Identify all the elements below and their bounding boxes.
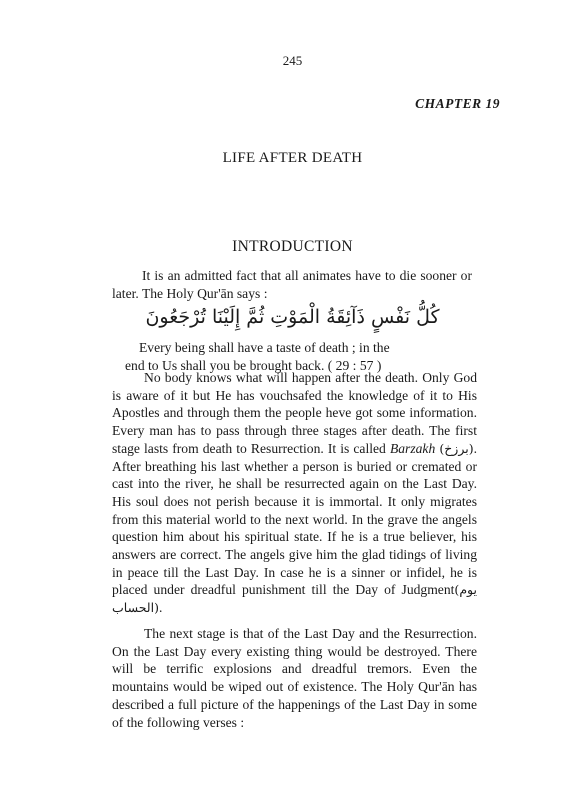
paragraph-end: . xyxy=(158,600,163,616)
page-number: 245 xyxy=(282,53,303,68)
verse-translation-line-1: Every being shall have a taste of death ; in the xyxy=(139,340,390,355)
chapter-label: CHAPTER 19 xyxy=(415,96,500,111)
barzakh-arabic: (برزخ) xyxy=(439,440,474,456)
verse-translation-line-2: end to Us shall you be brought back. ( 29 : 57 ) xyxy=(125,357,382,373)
page-title: LIFE AFTER DEATH xyxy=(222,150,363,166)
section-heading: INTRODUCTION xyxy=(232,238,353,255)
judgment-day-arabic: (یوم الحساب) xyxy=(112,582,477,616)
barzakh-term: Barzakh xyxy=(389,440,436,456)
paragraph-last-day: The next stage is that of the Last Day and the Resurrection. On the Last Day every existing thing would be destroyed. There will be terrific explosions and dreadful tremors. Even the mountains would be wiped out of existence. The Holy Qur'ān has described a full picture of the happenings of the Last Day in some of the following verses : xyxy=(112,626,477,730)
paragraph-text: . After breathing his last whether a person is buried or cremated or cast into the river, he shall be resurrected again on the Last Day. His soul does not perish because it is immortal. It only migrates from this material world to the next world. In the grave the angels question him about his spiritual state. If he is a true believer, his answers are correct. The angels give him the glad tidings of living in peace till the Last Day. In case he is a sinner or infidel, he is placed under dreadful punishment till the Day of Judgment xyxy=(112,440,478,598)
paragraph-barzakh xyxy=(112,369,477,617)
paragraph-text: No body knows what will happen after the death. Only God is aware of it but He has vouchsafed the knowledge of it to His Apostles and through them the people heve got some information. Every man has to pass through three stages after death. The first stage lasts from death to Resurrection. It is called xyxy=(112,370,477,456)
quran-verse-arabic: كُلُّ نَفْسٍ ذَآئِقَةُ الْمَوْتِ ثُمَّ إِلَيْنَا تُرْجَعُونَ xyxy=(145,306,440,328)
intro-paragraph: It is an admitted fact that all animates have to die sooner or later. The Holy Qur'ān says : xyxy=(112,268,472,301)
